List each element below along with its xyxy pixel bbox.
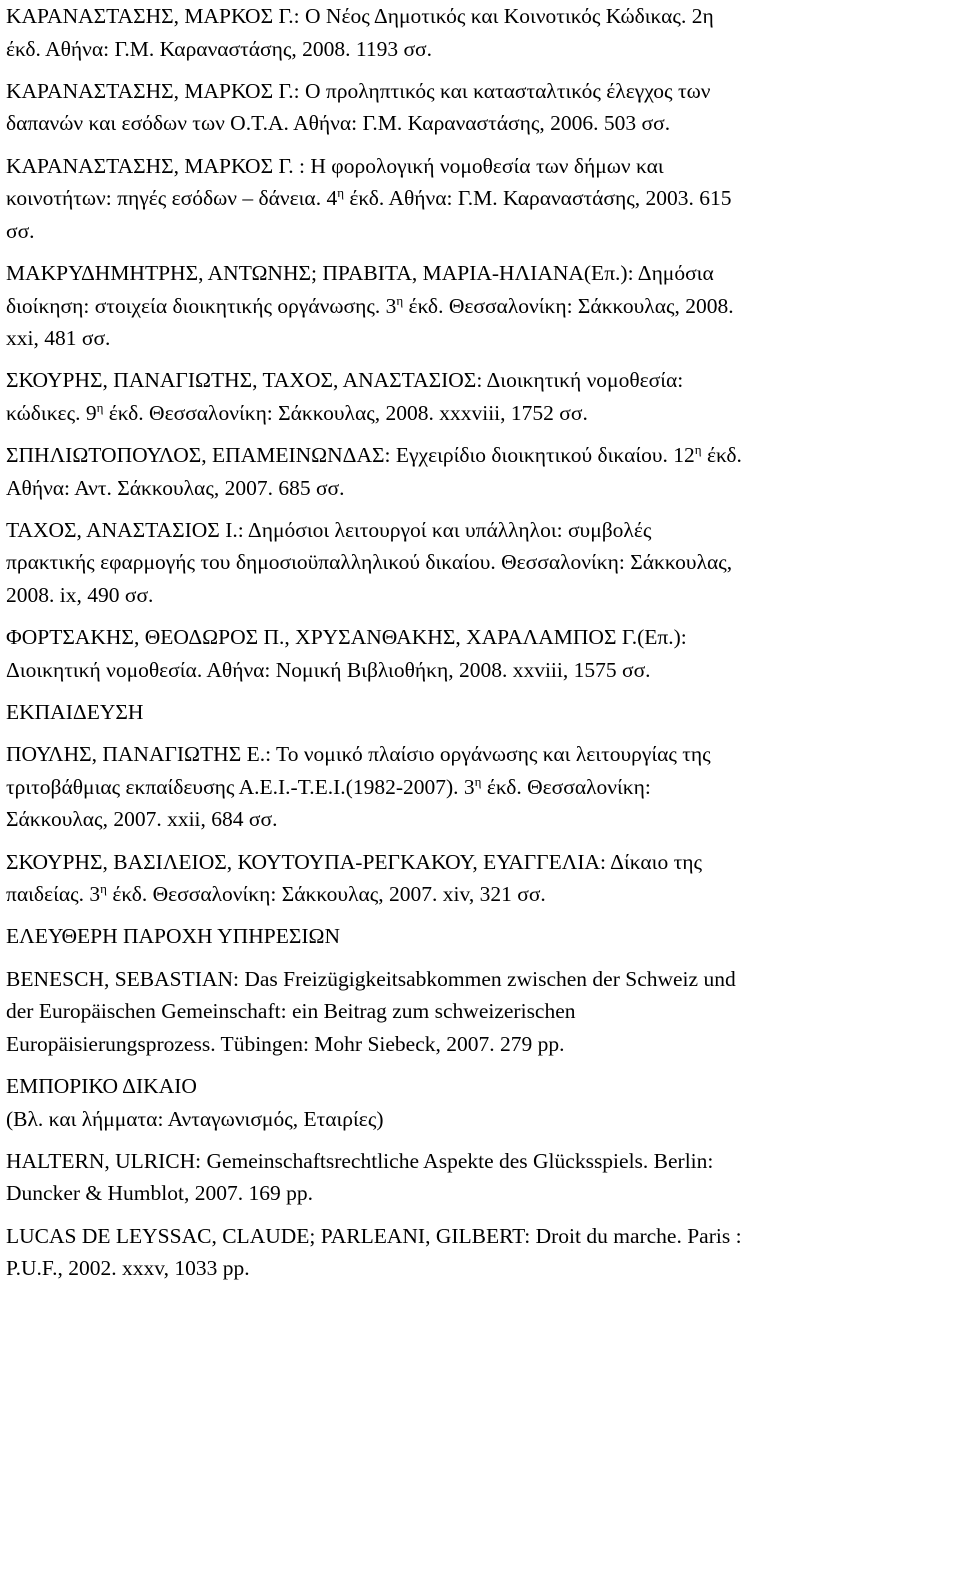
entry-line: Αθήνα: Αντ. Σάκκουλας, 2007. 685 σσ. — [6, 475, 345, 500]
entry-line: διοίκηση: στοιχεία διοικητικής οργάνωσης. $3^\eta$ έκδ. Θεσσαλονίκη: Σάκκουλας, 2008. — [6, 292, 734, 318]
ordinal-superscript: η — [474, 773, 482, 789]
bibliography-entry — [6, 963, 950, 1061]
bibliography-entry — [6, 621, 950, 686]
entry-line: LUCAS DE LEYSSAC, CLAUDE; PARLEANI, GILBERT: Droit du marche. Paris : — [6, 1223, 742, 1248]
entry-line: δαπανών και εσόδων των Ο.Τ.Α. Αθήνα: Γ.Μ. Καραναστάσης, 2006. 503 σσ. — [6, 111, 671, 136]
ordinal-superscript: η — [396, 292, 404, 308]
entry-line: ΤΑΧΟΣ, ΑΝΑΣΤΑΣΙΟΣ Ι.: Δημόσιοι λειτουργοί και υπάλληλοι: συμβολές — [6, 517, 652, 542]
entry-line: ΦΟΡΤΣΑΚΗΣ, ΘΕΟΔΩΡΟΣ Π., ΧΡΥΣΑΝΘΑΚΗΣ, ΧΑΡΑΛΑΜΠΟΣ Γ.(Επ.): — [6, 625, 687, 650]
section-heading — [6, 696, 950, 729]
entry-line: HALTERN, ULRICH: Gemeinschaftsrechtliche Aspekte des Glücksspiels. Berlin: — [6, 1148, 714, 1173]
bibliography-page — [6, 0, 950, 1294]
entry-line: ΣΠΗΛΙΩΤΟΠΟΥΛΟΣ, ΕΠΑΜΕΙΝΩΝΔΑΣ: Εγχειρίδιο διοικητικού δικαίου. $12^\eta$ έκδ. — [6, 442, 742, 468]
entry-line: πρακτικής εφαρμογής του δημοσιοϋπαλληλικού δικαίου. Θεσσαλονίκη: Σάκκουλας, — [6, 550, 733, 575]
entry-line: P.U.F., 2002. xxxv, 1033 pp. — [6, 1256, 250, 1281]
entry-line: Σάκκουλας, 2007. xxii, 684 σσ. — [6, 807, 278, 832]
bibliography-entry — [6, 846, 950, 911]
entry-line: der Europäischen Gemeinschaft: ein Beitrag zum schweizerischen — [6, 999, 576, 1024]
entry-line: xxi, 481 σσ. — [6, 326, 111, 351]
bibliography-entry — [6, 1145, 950, 1210]
heading-line: ΕΜΠΟΡΙΚΟ ΔΙΚΑΙΟ — [6, 1073, 197, 1098]
entry-line: ΣΚΟΥΡΗΣ, ΒΑΣΙΛΕΙΟΣ, ΚΟΥΤΟΥΠΑ-ΡΕΓΚΑΚΟΥ, ΕΥΑΓΓΕΛΙΑ: Δίκαιο της — [6, 849, 702, 874]
heading-line: (Βλ. και λήμματα: Ανταγωνισμός, Εταιρίες) — [6, 1106, 384, 1131]
bibliography-entry — [6, 257, 950, 355]
entry-line: Διοικητική νομοθεσία. Αθήνα: Νομική Βιβλιοθήκη, 2008. xxviii, 1575 σσ. — [6, 657, 651, 682]
heading-line: ΕΛΕΥΘΕΡΗ ΠΑΡΟΧΗ ΥΠΗΡΕΣΙΩΝ — [6, 924, 341, 949]
bibliography-entry — [6, 1220, 950, 1285]
entry-line: κοινοτήτων: πηγές εσόδων – δάνεια. $4^\eta$ έκδ. Αθήνα: Γ.Μ. Καραναστάσης, 2003. 615 — [6, 185, 732, 211]
entry-line: ΜΑΚΡΥΔΗΜΗΤΡΗΣ, ΑΝΤΩΝΗΣ; ΠΡΑΒΙΤΑ, ΜΑΡΙΑ-ΗΛΙΑΝΑ(Επ.): Δημόσια — [6, 260, 714, 285]
heading-line: ΕΚΠΑΙΔΕΥΣΗ — [6, 700, 144, 725]
entry-line: έκδ. Αθήνα: Γ.Μ. Καραναστάσης, 2008. 1193 σσ. — [6, 36, 433, 61]
entry-line: 2008. ix, 490 σσ. — [6, 583, 154, 608]
entry-line: ΣΚΟΥΡΗΣ, ΠΑΝΑΓΙΩΤΗΣ, ΤΑΧΟΣ, ΑΝΑΣΤΑΣΙΟΣ: Διοικητική νομοθεσία: — [6, 368, 684, 393]
entry-line: παιδείας. $3^\eta$ έκδ. Θεσσαλονίκη: Σάκκουλας, 2007. xiv, 321 σσ. — [6, 881, 546, 907]
ordinal-superscript: η — [694, 442, 702, 458]
entry-line: ΠΟΥΛΗΣ, ΠΑΝΑΓΙΩΤΗΣ Ε.: Το νομικό πλαίσιο οργάνωσης και λειτουργίας της — [6, 742, 711, 767]
section-heading — [6, 1070, 950, 1135]
entry-line: κώδικες. $9^\eta$ έκδ. Θεσσαλονίκη: Σάκκουλας, 2008. xxxviii, 1752 σσ. — [6, 399, 588, 425]
ordinal-superscript: η — [100, 881, 107, 897]
bibliography-entry — [6, 514, 950, 612]
entry-line: Europäisierungsprozess. Tübingen: Mohr Siebeck, 2007. 279 pp. — [6, 1031, 565, 1056]
entry-line: ΚΑΡΑΝΑΣΤΑΣΗΣ, ΜΑΡΚΟΣ Γ.: Ο Νέος Δημοτικός και Κοινοτικός Κώδικας. 2η — [6, 4, 714, 28]
bibliography-entry — [6, 439, 950, 504]
bibliography-entry — [6, 364, 950, 429]
bibliography-entry — [6, 738, 950, 836]
bibliography-entry — [6, 75, 950, 140]
ordinal-superscript: η — [337, 185, 345, 201]
entry-line: τριτοβάθμιας εκπαίδευσης Α.Ε.Ι.-Τ.Ε.Ι.(1982-2007). $3^\eta$ έκδ. Θεσσαλονίκη: — [6, 773, 651, 799]
entry-line: ΚΑΡΑΝΑΣΤΑΣΗΣ, ΜΑΡΚΟΣ Γ.: Ο προληπτικός και κατασταλτικός έλεγχος των — [6, 78, 711, 103]
section-heading — [6, 920, 950, 953]
bibliography-entry — [6, 150, 950, 248]
entry-line: BENESCH, SEBASTIAN: Das Freizügigkeitsabkommen zwischen der Schweiz und — [6, 966, 736, 991]
bibliography-entry — [6, 0, 950, 65]
entry-line: ΚΑΡΑΝΑΣΤΑΣΗΣ, ΜΑΡΚΟΣ Γ. : Η φορολογική νομοθεσία των δήμων και — [6, 153, 664, 178]
ordinal-superscript: η — [96, 399, 104, 415]
entry-line: Duncker & Humblot, 2007. 169 pp. — [6, 1181, 313, 1206]
entry-line: σσ. — [6, 218, 35, 243]
